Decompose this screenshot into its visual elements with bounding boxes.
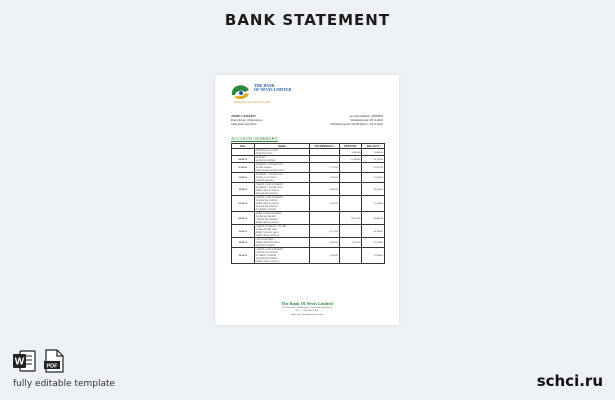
holder-address-line1: Pasey Road, Charlestown, xyxy=(231,118,263,122)
row-detail-line: OPENING BALANCE xyxy=(255,149,278,152)
row-balance: 17,688.00 xyxy=(362,248,385,264)
table-row xyxy=(232,238,385,248)
row-detail-line: DEBIT SHIP LAUNCH xyxy=(255,234,279,237)
footer-address: P.O. Box 450, Charlestown, Saint Kitts and Nevis xyxy=(282,306,332,309)
row-detail-line: DEBIT CARD PAYMENT xyxy=(255,212,282,215)
table-row xyxy=(232,196,385,212)
account-number: Account number: 22845879 xyxy=(349,114,383,118)
column-header-withdrawals: WITHDRAWALS xyxy=(310,144,340,149)
table-row xyxy=(232,212,385,225)
row-withdrawal: 6,112.00 xyxy=(310,225,340,238)
row-deposit xyxy=(339,183,362,196)
pdf-icon-label: PDF xyxy=(46,363,58,370)
row-date: 30.09.22 xyxy=(232,238,255,248)
row-detail-line: CHECK RETURN xyxy=(255,238,274,241)
row-deposit: 17,894.00 xyxy=(339,156,362,163)
row-date: 01.09.22 xyxy=(232,196,255,212)
row-date: 19.08.22 xyxy=(232,183,255,196)
row-withdrawal xyxy=(310,156,340,163)
row-withdrawal xyxy=(310,149,340,156)
table-row xyxy=(232,225,385,238)
account-info xyxy=(330,114,383,126)
row-detail-line: CREDIT CARD PAYMENT xyxy=(255,196,284,199)
row-balance: 21,459.00 xyxy=(362,173,385,183)
account-holder xyxy=(231,114,263,126)
row-deposit xyxy=(339,248,362,264)
row-detail-line: STORE 8 JCL 66821 xyxy=(255,176,276,179)
row-detail-line: PAYMENT - THANK YOU xyxy=(255,173,283,176)
row-withdrawal: 4,414.00 xyxy=(310,238,340,248)
row-detail-line: TRANSFER ONLINE xyxy=(255,257,278,260)
statement-period: Statement period: 04.08.2022 to 18.11.2022 xyxy=(330,122,383,126)
row-balance: 26,739.00 xyxy=(362,156,385,163)
word-document-icon xyxy=(12,350,36,372)
row-withdrawal: 1,712.00 xyxy=(310,163,340,173)
row-date: 09.09.22 xyxy=(232,212,255,225)
row-date: 05.08.22 xyxy=(232,163,255,173)
row-deposit xyxy=(339,225,362,238)
row-detail-line: TRANSFER ONLINE xyxy=(255,199,278,202)
table-row xyxy=(232,149,385,156)
row-detail-line: BANK TRANSFER xyxy=(255,159,276,162)
row-detail-line: DEBIT SHIP LAUNCH xyxy=(255,221,279,224)
statement-document xyxy=(215,75,399,325)
row-detail-line: PURCHASE ONLINE 43016 xyxy=(255,169,285,172)
footer-website: http://www.thebankofnevis.com xyxy=(290,312,324,316)
bank-name-line1: THE BANK xyxy=(254,83,276,88)
row-balance: 24,294.00 xyxy=(362,225,385,238)
row-deposit xyxy=(339,196,362,212)
row-details xyxy=(254,238,309,248)
row-withdrawal xyxy=(310,212,340,225)
table-row xyxy=(232,248,385,264)
row-detail-line: PAYMENT - THANK YOU xyxy=(255,186,283,189)
transactions-table xyxy=(231,143,385,264)
statement-date: Statement date: 28.11.2022 xyxy=(350,118,383,122)
row-detail-line: ONLINE RESALE xyxy=(255,179,275,182)
row-deposit: 19,012.00 xyxy=(339,212,362,225)
footer-phone: Tel.: +1 869 469 5564 xyxy=(295,309,319,313)
row-detail-line: ONLINE TRANSFER xyxy=(255,218,278,221)
holder-address-line2: Saint Kitts and Nevis xyxy=(231,122,257,126)
column-header-details: Details xyxy=(254,144,309,149)
row-details xyxy=(254,196,309,212)
document-footer xyxy=(215,301,399,316)
row-balance: 23,476.00 xyxy=(362,238,385,248)
row-detail-line: NEXT DETAILS xyxy=(255,152,273,155)
row-detail-line: DEBIT DEPOSIT 58014 xyxy=(255,241,280,244)
row-details xyxy=(254,183,309,196)
row-date: 23.09.22 xyxy=(232,225,255,238)
row-withdrawal: 2,899.00 xyxy=(310,183,340,196)
row-detail-line: BANK CREDIT 0002 xyxy=(255,228,277,231)
table-row xyxy=(232,183,385,196)
row-detail-line: TRANSFER ONLINE xyxy=(255,205,278,208)
row-detail-line: DEPOSIT ONLINE xyxy=(255,244,275,247)
row-details xyxy=(254,212,309,225)
row-deposit xyxy=(339,173,362,183)
row-detail-line: CREDIT CARD PAYMENT xyxy=(255,183,284,186)
site-name: schci.ru xyxy=(536,372,603,390)
row-details xyxy=(254,248,309,264)
row-details xyxy=(254,156,309,163)
column-header-deposits: DEPOSITS xyxy=(339,144,362,149)
row-detail-line: TRANSFER ONLINE xyxy=(255,192,278,195)
bank-name-line2: OF NEVIS LIMITED xyxy=(254,87,292,93)
row-balance: 30,406.00 xyxy=(362,212,385,225)
row-detail-line: STORE 88 ONLINE xyxy=(255,215,276,218)
row-details xyxy=(254,149,309,156)
table-row xyxy=(232,156,385,163)
row-detail-line: ONLINE TRANSFER xyxy=(255,251,278,254)
bank-name xyxy=(254,84,291,93)
row-balance: 25,027.00 xyxy=(362,163,385,173)
row-detail-line: DEPOSIT xyxy=(255,156,266,159)
template-caption: fully editable template xyxy=(13,379,116,389)
row-detail-line: CREDIT PAYMENT - THANK xyxy=(255,225,287,228)
row-detail-line: PAYMENT - THANK YOU xyxy=(255,163,283,166)
row-date: 10.10.22 xyxy=(232,248,255,264)
row-detail-line: DEBIT SHIP LAUNCH xyxy=(255,189,279,192)
row-details xyxy=(254,163,309,173)
row-balance: 8,845.00 xyxy=(362,149,385,156)
row-detail-line: DEBIT SHIP LAUNCH xyxy=(255,202,279,205)
row-details xyxy=(254,225,309,238)
row-withdrawal: 3,568.00 xyxy=(310,173,340,183)
row-date: 12.08.22 xyxy=(232,173,255,183)
row-balance: 11,394.00 xyxy=(362,196,385,212)
pdf-document-icon xyxy=(43,349,65,373)
row-withdrawal: 5,788.00 xyxy=(310,248,340,264)
column-header-date: Date xyxy=(232,144,255,149)
transactions-body xyxy=(232,149,385,264)
table-row xyxy=(232,163,385,173)
row-detail-line: STORE 8 88014 xyxy=(255,166,272,169)
row-date xyxy=(232,149,255,156)
account-summary-title: ACCOUNT SUMMARY xyxy=(231,136,278,141)
row-deposit xyxy=(339,163,362,173)
row-detail-line: DEBIT ONLINE 54021 xyxy=(255,231,279,234)
row-details xyxy=(254,173,309,183)
page-heading: BANK STATEMENT xyxy=(224,11,391,29)
row-deposit: 3,596.00 xyxy=(339,238,362,248)
row-date: 04.08.22 xyxy=(232,156,255,163)
column-header-balance: BALANCE xyxy=(362,144,385,149)
row-detail-line: PAYMENT ONLINE xyxy=(255,254,277,257)
row-withdrawal: 7,166.00 xyxy=(310,196,340,212)
row-detail-line: DEBIT SHIP LAUNCH xyxy=(255,260,279,263)
footer-bank-name: The Bank Of Nevis Limited xyxy=(281,301,333,306)
word-icon-letter: W xyxy=(14,356,25,368)
row-detail-line: CREDIT CARD PAYMENT xyxy=(255,248,284,251)
row-balance: 18,560.00 xyxy=(362,183,385,196)
row-deposit: 8,845.00 xyxy=(339,149,362,156)
bank-logo xyxy=(230,83,310,105)
bank-tagline: "Achieving the security of Life" xyxy=(233,100,271,104)
row-detail-line: PAYMENT ONLINE xyxy=(255,208,277,211)
holder-name: JOHN CITIZEN xyxy=(231,114,256,118)
table-row xyxy=(232,173,385,183)
